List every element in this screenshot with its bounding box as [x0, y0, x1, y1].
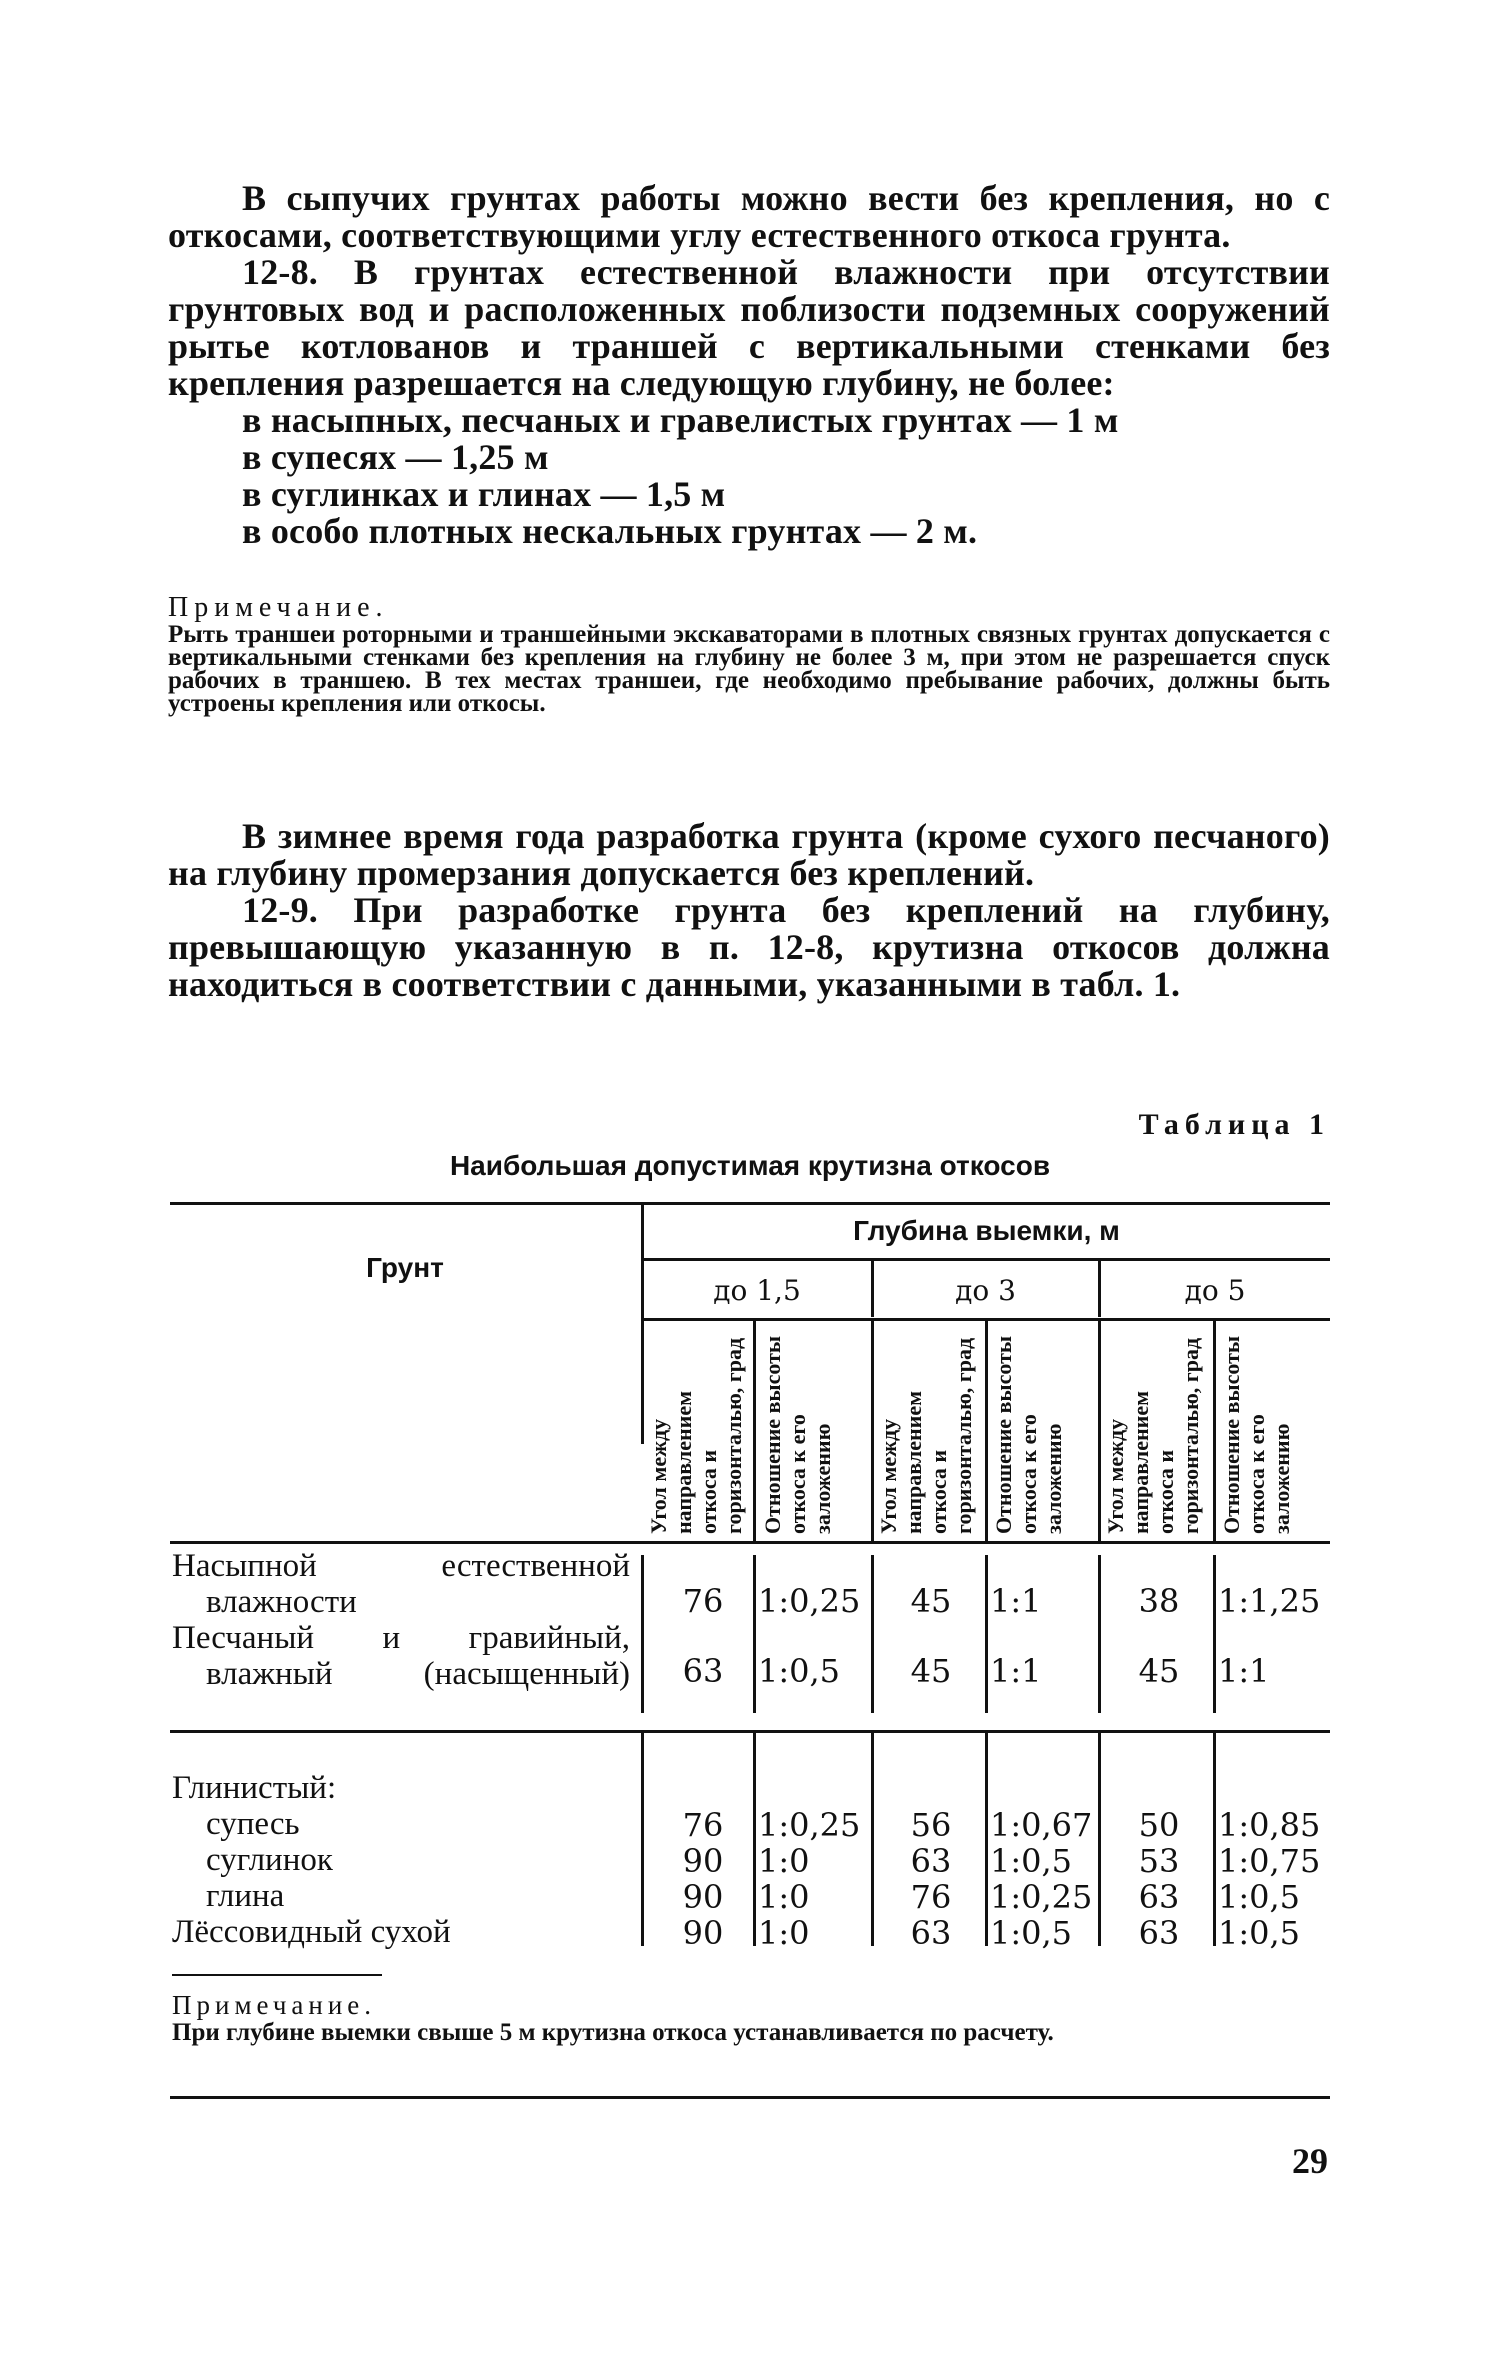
page-bottom-rule	[170, 2096, 1330, 2099]
table-cell: 1:0,25	[990, 1878, 1093, 1916]
subheader-ratio: Отношение высоты откоса к его заложению	[1219, 1335, 1294, 1534]
soil-name: Песчаный и гравийный,	[172, 1620, 630, 1656]
soil-name: влажности	[206, 1584, 357, 1620]
header-depth-5: до 5	[1184, 1274, 1246, 1307]
soil-section-2	[172, 1770, 630, 1950]
table-cell: 63	[910, 1914, 952, 1952]
intro-text-block	[168, 180, 1330, 550]
table-cell: 1:0	[758, 1842, 810, 1880]
table-cell: 1:1	[1218, 1652, 1270, 1690]
table-cell: 1:1,25	[1218, 1582, 1321, 1620]
table-col-divider	[985, 1320, 988, 1541]
soil-name: глина	[206, 1878, 285, 1914]
note-text: Рыть траншеи роторными и траншейными экскаваторами в плотных связных грунтах допускается с вертикальными стенками без крепления на глубину не более 3 м, при этом не разрешается спуск рабочих в траншею. В тех местах траншеи, где необходимо пребывание рабочих, должны быть устроены крепления или откосы.	[168, 621, 1330, 717]
soil-name: суглинок	[206, 1842, 333, 1878]
table-cell: 45	[910, 1582, 952, 1620]
table-cell: 76	[682, 1806, 724, 1844]
table-cell: 76	[682, 1582, 724, 1620]
paragraph-12-8: 12-8. В грунтах естественной влажности при отсутствии грунтовых вод и расположенных поблизости подземных сооружений рытье котлованов и траншей с вертикальными стенками без крепления разрешается на следующую глубину, не более:	[168, 252, 1330, 403]
note-title: Примечание.	[168, 592, 389, 623]
footnote-title: Примечание.	[172, 1990, 377, 2020]
table-cell: 90	[682, 1842, 724, 1880]
table-cell: 90	[682, 1914, 724, 1952]
table-rule	[643, 1258, 1330, 1261]
table-cell: 1:0,5	[990, 1842, 1073, 1880]
table-cell: 1:1	[990, 1652, 1042, 1690]
table-section-rule	[170, 1730, 1330, 1733]
subheader-angle: Угол между направлением откоса и горизонталью, град	[646, 1337, 746, 1534]
table-col-divider	[1098, 1320, 1101, 1541]
table-cell: 1:0,5	[990, 1914, 1073, 1952]
footnote-text: При глубине выемки свыше 5 м крутизна откоса устанавливается по расчету.	[172, 2019, 1054, 2046]
soil-name: Лёссовидный сухой	[172, 1914, 451, 1950]
subheader-ratio: Отношение высоты откоса к его заложению	[760, 1335, 835, 1534]
table-cell: 76	[910, 1878, 952, 1916]
header-depth-3: до 3	[955, 1274, 1016, 1307]
table-cell: 45	[910, 1652, 952, 1690]
depth-list-item: в суглинках и глинах — 1,5 м	[242, 474, 726, 514]
table-cell: 63	[1138, 1914, 1180, 1952]
table-number: Таблица 1	[1138, 1108, 1330, 1141]
table-cell: 63	[1138, 1878, 1180, 1916]
table-col-divider	[871, 1320, 874, 1541]
paragraph-winter: В зимнее время года разработка грунта (кроме сухого песчаного) на глубину промерзания допускается без креплений.	[168, 816, 1330, 893]
table-col-divider	[1213, 1320, 1216, 1541]
footnote	[172, 1992, 1330, 2046]
table-top-rule	[170, 1202, 1330, 1205]
table-cell: 1:0	[758, 1878, 810, 1916]
table-cell: 1:0,67	[990, 1806, 1093, 1844]
footnote-rule	[172, 1974, 382, 1976]
header-depth: Глубина выемки, м	[853, 1215, 1120, 1246]
page-number: 29	[1292, 2141, 1328, 2181]
table-cell: 1:0	[758, 1914, 810, 1952]
soil-section-1	[172, 1548, 630, 1692]
table-cell: 1:0,5	[1218, 1878, 1301, 1916]
table-cell: 1:0,5	[758, 1652, 841, 1690]
table-cell: 1:0,75	[1218, 1842, 1321, 1880]
subheader-angle: Угол между направлением откоса и горизонталью, град	[1103, 1337, 1203, 1534]
header-depth-1-5: до 1,5	[713, 1274, 801, 1307]
table-cell: 63	[910, 1842, 952, 1880]
table-cell: 50	[1138, 1806, 1180, 1844]
table-title: Наибольшая допустимая крутизна откосов	[449, 1150, 1051, 1181]
subheader-ratio: Отношение высоты откоса к его заложению	[991, 1335, 1066, 1534]
table-col-divider	[641, 1732, 644, 1946]
soil-group-label: Глинистый:	[172, 1770, 337, 1806]
table-cell: 90	[682, 1878, 724, 1916]
table-cell: 63	[682, 1652, 724, 1690]
table-cell: 1:0,5	[1218, 1914, 1301, 1952]
table-cell: 38	[1138, 1582, 1180, 1620]
table-cell: 1:0,25	[758, 1582, 861, 1620]
table-col-divider	[753, 1320, 756, 1541]
depth-list-item: в особо плотных нескальных грунтах — 2 м.	[242, 511, 978, 551]
depth-list-item: в супесях — 1,25 м	[242, 437, 549, 477]
table-cell: 1:0,25	[758, 1806, 861, 1844]
depth-list-item: в насыпных, песчаных и гравелистых грунтах — 1 м	[242, 400, 1119, 440]
paragraph-loose-soils: В сыпучих грунтах работы можно вести без крепления, но с откосами, соответствующими углу естественного откоса грунта.	[168, 178, 1330, 255]
paragraph-12-9: 12-9. При разработке грунта без креплений на глубину, превышающую указанную в п. 12-8, крутизна откосов должна находиться в соответствии с данными, указанными в табл. 1.	[168, 890, 1330, 1004]
soil-name: супесь	[206, 1806, 300, 1842]
second-text-block	[168, 818, 1330, 1003]
table-cell: 53	[1138, 1842, 1180, 1880]
subheader-angle: Угол между направлением откоса и горизонталью, град	[876, 1337, 976, 1534]
table-cell: 56	[910, 1806, 952, 1844]
table-col-divider	[641, 1555, 644, 1713]
table-header-bottom-rule	[170, 1541, 1330, 1544]
header-soil: Грунт	[366, 1252, 444, 1283]
soil-name: влажный (насыщенный)	[206, 1656, 630, 1692]
soil-name: Насыпной естественной	[172, 1548, 630, 1584]
table-cell: 1:0,85	[1218, 1806, 1321, 1844]
note-block	[168, 592, 1330, 717]
table-cell: 45	[1138, 1652, 1180, 1690]
table-cell: 1:1	[990, 1582, 1042, 1620]
